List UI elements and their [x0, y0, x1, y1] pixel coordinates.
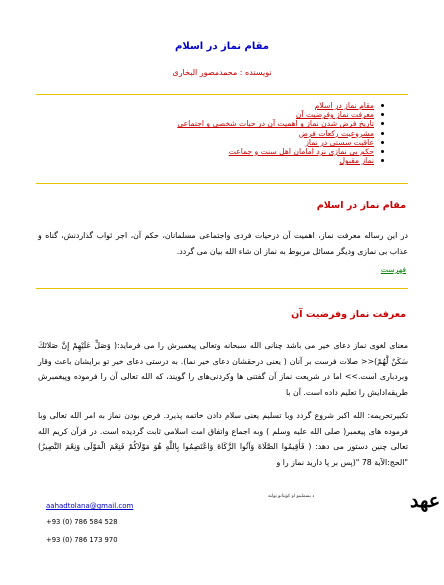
- table-of-contents: [84, 101, 384, 165]
- toc-item[interactable]: مشروعیت رکعات فرض: [84, 129, 384, 138]
- toc-item[interactable]: حکم بی نمازی نزد امامان اهل سنت و جماعت: [84, 147, 384, 156]
- toc-item[interactable]: معرفت نماز وفرضیت آن: [84, 110, 384, 119]
- section-paragraph: در این رساله معرفت نماز، اهمیت آن درحیات فردی واجتماعی مسلمانان، حکم آن، اجر ثواب گذاردنش، گناه و عذاب بی نمازی ودیگر مسائل مربوط به نماز ان شاء الله بیان می گردد.: [38, 231, 408, 256]
- divider: [36, 288, 408, 289]
- back-to-toc-link[interactable]: فهرست: [380, 265, 406, 274]
- section-paragraph: تکبیرتحریمه: الله اکبر شروع گردد وبا تسلیم یعنی سلام دادن خاتمه پذیرد. فرض بودن نماز به امر الله تعالی وبا فرموده های پیغمبر( صلی الله علیه وسلم ) وبه اجماع واتفاق امت اسلامی ثابت گردیده است. در قرآن کریم الله تعالی چنین دستور می دهد: ( فَأَقِيمُوا الصَّلَاةَ وَآتُوا الزَّكَاةَ وَاعْتَصِمُوا بِاللَّهِ هُوَ مَوْلَاكُمْ فَنِعْمَ الْمَوْلَى وَنِعْمَ النَّصِيرُ) "الحج:الآیة 78 "(پس بر پا دارید نماز را و: [38, 411, 408, 467]
- toc-item[interactable]: عاقبت سستی در نماز: [84, 138, 384, 147]
- divider: [36, 183, 408, 184]
- logo-caption: د بسملینو او کوټنانو ټولنه: [268, 494, 315, 499]
- section-heading: مقام نماز در اسلام: [316, 200, 406, 211]
- organization-logo: [292, 489, 441, 512]
- footer-email-link[interactable]: aahadtolana@gmail.com: [46, 502, 134, 510]
- section-heading: معرفت نماز وفرضیت آن: [291, 309, 406, 320]
- divider: [36, 94, 408, 95]
- toc-item[interactable]: تاریخ فرض شدن نماز و اهمیت آن در حیات شخصی و اجتماعی: [84, 119, 384, 128]
- footer-phone: +93 (0) 786 173 970: [46, 536, 118, 544]
- footer-phone: +93 (0) 786 584 528: [46, 518, 118, 526]
- document-title: مقام نماز در اسلام: [175, 41, 269, 52]
- section-paragraph: معنای لغوی نماز دعای خیر می باشد چنانی الله سبحانه وتعالی پیغمبرش را می فرماید:( وَصَلِّ عَلَيْهِمْ إِنَّ صَلاتَكَ سَكَنٌ لَّهُمْ)<< صلات فرست بر آنان ( یعنی درحقشان دعای خیر نما). به درستی دعای خیر تو برایشان باعث وقار وبردباری است.>> اما در شریعت نماز آن گفتنی ها وکردنی‌های را گویند، که الله تعالی آن را فرموده وپیغمبرش طریقه‌ادایش را تعلیم داده است. آن با: [38, 341, 408, 397]
- document-author: نویسنده : محمدمصور البخاری: [172, 68, 272, 77]
- logo-text: عهد: [410, 490, 441, 512]
- toc-item[interactable]: مقام نماز در اسلام: [84, 101, 384, 110]
- toc-item[interactable]: نماز مقبول: [84, 156, 384, 165]
